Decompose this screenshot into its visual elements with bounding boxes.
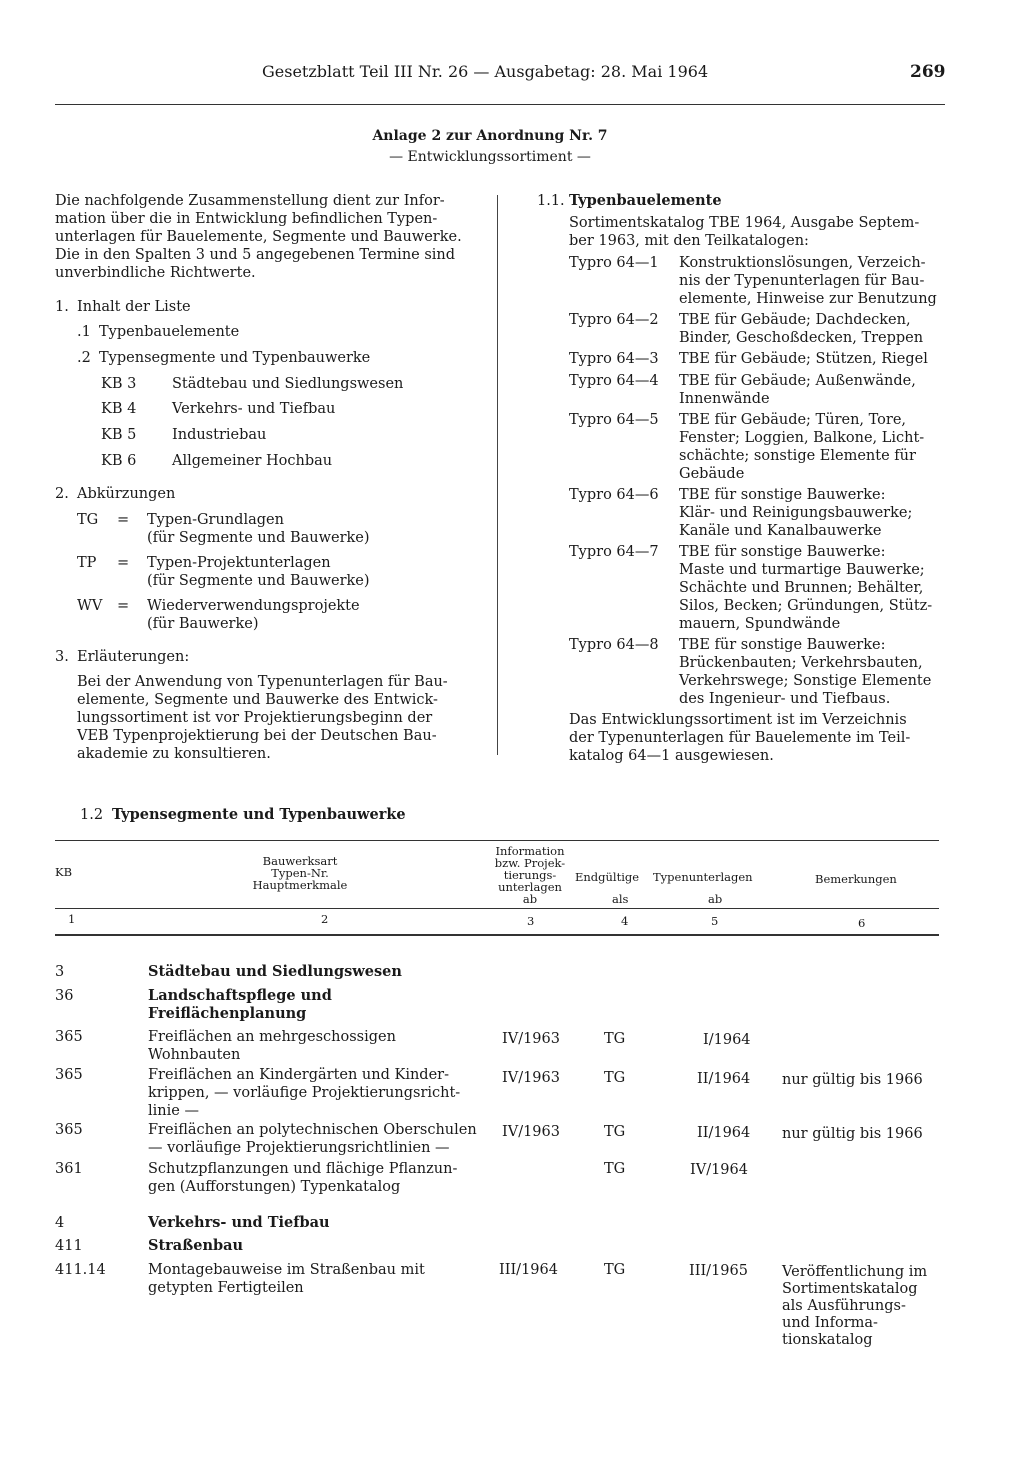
section-heading: Erläuterungen: bbox=[77, 649, 190, 665]
typro-label: Typro 64—5 bbox=[569, 412, 659, 428]
kb-code: KB 4 bbox=[101, 401, 137, 417]
col-header-endgueltige: Endgültige bbox=[575, 870, 640, 884]
typro-line: Silos, Becken; Gründungen, Stütz- bbox=[679, 598, 933, 614]
kb-cell: 365 bbox=[55, 1067, 83, 1083]
remark-cell: Veröffentlichung im bbox=[782, 1264, 928, 1280]
column-number: 1 bbox=[68, 912, 76, 926]
equals-sign: = bbox=[117, 598, 130, 614]
list-item-number: .2 bbox=[77, 350, 91, 366]
list-item: Typenbauelemente bbox=[99, 324, 240, 340]
description-cell: Verkehrs- und Tiefbau bbox=[148, 1214, 330, 1231]
description-cell: gen (Aufforstungen) Typenkatalog bbox=[148, 1179, 401, 1195]
description-cell: Freiflächen an polytechnischen Oberschulen bbox=[148, 1122, 477, 1138]
header-rule bbox=[55, 908, 939, 909]
column-number: 4 bbox=[621, 914, 629, 928]
typro-line: Schächte und Brunnen; Behälter, bbox=[679, 580, 924, 596]
col-header-info: Information bbox=[495, 844, 565, 858]
type-cell: TG bbox=[604, 1161, 626, 1177]
intro-line: Sortimentskatalog TBE 1964, Ausgabe Septem- bbox=[569, 215, 920, 231]
column-number: 2 bbox=[321, 912, 329, 926]
type-cell: TG bbox=[604, 1124, 626, 1140]
explanation-line: lungssortiment ist vor Projektierungsbeginn der bbox=[77, 710, 433, 726]
typro-line: Verkehrswege; Sonstige Elemente bbox=[679, 673, 932, 689]
col-header-info: bzw. Projek- bbox=[494, 856, 566, 870]
col-header-bemerkungen: Bemerkungen bbox=[815, 872, 897, 886]
abbreviation: TP bbox=[77, 555, 97, 571]
explanation-line: elemente, Segmente und Bauwerke des Entwick- bbox=[77, 692, 438, 708]
final-date-cell: I/1964 bbox=[703, 1032, 751, 1048]
kb-label: Verkehrs- und Tiefbau bbox=[172, 401, 336, 417]
info-date-cell: IV/1963 bbox=[502, 1124, 560, 1140]
description-cell: Städtebau und Siedlungswesen bbox=[148, 963, 402, 980]
typro-line: Konstruktionslösungen, Verzeich- bbox=[679, 255, 926, 271]
col-header-info: ab bbox=[522, 892, 538, 906]
remark-cell: nur gültig bis 1966 bbox=[782, 1072, 923, 1088]
info-date-cell: III/1964 bbox=[499, 1262, 558, 1278]
intro-line: unterlagen für Bauelemente, Segmente und Bauwerke. bbox=[55, 229, 462, 245]
col-header-bauwerk: Hauptmerkmale bbox=[252, 878, 348, 892]
typro-label: Typro 64—4 bbox=[569, 373, 659, 389]
typro-line: TBE für Gebäude; Außenwände, bbox=[679, 373, 916, 389]
remark-cell: als Ausführungs- bbox=[782, 1298, 906, 1314]
kb-cell: 3 bbox=[55, 964, 65, 980]
type-cell: TG bbox=[604, 1031, 626, 1047]
kb-cell: 365 bbox=[55, 1122, 83, 1138]
description-cell: Montagebauweise im Straßenbau mit bbox=[148, 1262, 425, 1278]
kb-cell: 365 bbox=[55, 1029, 83, 1045]
typro-line: TBE für Gebäude; Stützen, Riegel bbox=[679, 351, 928, 367]
explanation-line: akademie zu konsultieren. bbox=[77, 746, 271, 762]
abbreviation-note: (für Segmente und Bauwerke) bbox=[147, 573, 370, 589]
abbreviation: TG bbox=[77, 512, 99, 528]
typro-line: elemente, Hinweise zur Benutzung bbox=[679, 291, 937, 307]
col-header-typenunterlagen: Typenunterlagen bbox=[653, 870, 753, 884]
typro-line: Brückenbauten; Verkehrsbauten, bbox=[679, 655, 923, 671]
abbreviation-meaning: Wiederverwendungsprojekte bbox=[147, 598, 360, 614]
typro-line: des Ingenieur- und Tiefbaus. bbox=[679, 691, 891, 707]
column-number: 6 bbox=[858, 916, 866, 930]
abbreviation-note: (für Bauwerke) bbox=[147, 616, 259, 632]
section-heading: Abkürzungen bbox=[77, 486, 176, 502]
closing-line: der Typenunterlagen für Bauelemente im Teil- bbox=[569, 730, 911, 746]
type-cell: TG bbox=[604, 1070, 626, 1086]
column-divider bbox=[497, 195, 498, 755]
final-date-cell: III/1965 bbox=[689, 1263, 748, 1279]
typro-label: Typro 64—6 bbox=[569, 487, 659, 503]
header-rule bbox=[55, 104, 945, 105]
col-header-kb: KB bbox=[55, 865, 73, 879]
description-cell: getypten Fertigteilen bbox=[148, 1280, 304, 1296]
kb-code: KB 6 bbox=[101, 453, 137, 469]
final-date-cell: II/1964 bbox=[697, 1071, 751, 1087]
typro-line: Gebäude bbox=[679, 466, 745, 482]
kb-label: Städtebau und Siedlungswesen bbox=[172, 376, 404, 392]
header-bottom-rule bbox=[55, 934, 939, 936]
remark-cell: und Informa- bbox=[782, 1315, 878, 1331]
abbreviation-meaning: Typen-Grundlagen bbox=[147, 512, 284, 528]
kb-cell: 411 bbox=[55, 1238, 83, 1254]
remark-cell: nur gültig bis 1966 bbox=[782, 1126, 923, 1142]
section-heading: Typenbauelemente bbox=[569, 192, 722, 209]
abbreviation-note: (für Segmente und Bauwerke) bbox=[147, 530, 370, 546]
page-number: 269 bbox=[910, 62, 946, 82]
intro-line: ber 1963, mit den Teilkatalogen: bbox=[569, 233, 809, 249]
document-subtitle: — Entwicklungssortiment — bbox=[389, 149, 591, 165]
table-section-title: Typensegmente und Typenbauwerke bbox=[112, 806, 406, 823]
typro-line: mauern, Spundwände bbox=[679, 616, 841, 632]
section-heading: Inhalt der Liste bbox=[77, 299, 191, 315]
final-date-cell: II/1964 bbox=[697, 1125, 751, 1141]
col-header-bauwerk: Typen-Nr. bbox=[271, 866, 329, 880]
col-header-als: als bbox=[612, 892, 629, 906]
description-cell: Freiflächenplanung bbox=[148, 1005, 307, 1022]
typro-line: TBE für sonstige Bauwerke: bbox=[679, 637, 886, 653]
section-number: 1. bbox=[55, 299, 69, 315]
typro-line: nis der Typenunterlagen für Bau- bbox=[679, 273, 925, 289]
typro-label: Typro 64—7 bbox=[569, 544, 659, 560]
intro-line: Die nachfolgende Zusammenstellung dient zur Infor- bbox=[55, 193, 445, 209]
typro-line: TBE für sonstige Bauwerke: bbox=[679, 487, 886, 503]
description-cell: Landschaftspflege und bbox=[148, 987, 332, 1004]
abbreviation-meaning: Typen-Projektunterlagen bbox=[147, 555, 331, 571]
table-section-number: 1.2 bbox=[80, 807, 104, 823]
kb-cell: 36 bbox=[55, 988, 74, 1004]
description-cell: Freiflächen an mehrgeschossigen bbox=[148, 1029, 396, 1045]
typro-line: Klär- und Reinigungsbauwerke; bbox=[679, 505, 913, 521]
remark-cell: Sortimentskatalog bbox=[782, 1281, 918, 1297]
intro-line: mation über die in Entwicklung befindlichen Typen- bbox=[55, 211, 438, 227]
description-cell: — vorläufige Projektierungsrichtlinien — bbox=[148, 1140, 450, 1156]
typro-line: schächte; sonstige Elemente für bbox=[679, 448, 916, 464]
page-header bbox=[0, 62, 1024, 94]
description-cell: Freiflächen an Kindergärten und Kinder- bbox=[148, 1067, 449, 1083]
typro-line: TBE für sonstige Bauwerke: bbox=[679, 544, 886, 560]
explanation-line: Bei der Anwendung von Typenunterlagen für Bau- bbox=[77, 674, 448, 690]
remark-cell: tionskatalog bbox=[782, 1332, 873, 1348]
kb-code: KB 5 bbox=[101, 427, 137, 443]
typro-line: Innenwände bbox=[679, 391, 770, 407]
kb-label: Industriebau bbox=[172, 427, 267, 443]
section-number: 2. bbox=[55, 486, 69, 502]
column-number: 5 bbox=[711, 914, 719, 928]
kb-label: Allgemeiner Hochbau bbox=[172, 453, 333, 469]
list-item-number: .1 bbox=[77, 324, 91, 340]
explanation-line: VEB Typenprojektierung bei der Deutschen Bau- bbox=[77, 728, 437, 744]
description-cell: Wohnbauten bbox=[148, 1047, 241, 1063]
kb-cell: 411.14 bbox=[55, 1262, 106, 1278]
kb-cell: 4 bbox=[55, 1215, 65, 1231]
list-item: Typensegmente und Typenbauwerke bbox=[99, 350, 371, 366]
typro-line: Maste und turmartige Bauwerke; bbox=[679, 562, 925, 578]
closing-line: Das Entwicklungssortiment ist im Verzeichnis bbox=[569, 712, 907, 728]
typro-line: Kanäle und Kanalbauwerke bbox=[679, 523, 882, 539]
section-number: 3. bbox=[55, 649, 69, 665]
table-top-rule bbox=[55, 840, 939, 841]
typro-line: TBE für Gebäude; Türen, Tore, bbox=[679, 412, 907, 428]
section-number: 1.1. bbox=[537, 193, 565, 209]
info-date-cell: IV/1963 bbox=[502, 1070, 560, 1086]
column-number: 3 bbox=[527, 914, 535, 928]
col-header-info: unterlagen bbox=[498, 880, 562, 894]
typro-line: Binder, Geschoßdecken, Treppen bbox=[679, 330, 924, 346]
typro-line: Fenster; Loggien, Balkone, Licht- bbox=[679, 430, 925, 446]
header-text: Gesetzblatt Teil III Nr. 26 — Ausgabetag: 28. Mai 1964 bbox=[262, 62, 709, 81]
equals-sign: = bbox=[117, 555, 130, 571]
description-cell: linie — bbox=[148, 1103, 199, 1119]
typro-line: TBE für Gebäude; Dachdecken, bbox=[679, 312, 911, 328]
typro-label: Typro 64—8 bbox=[569, 637, 659, 653]
type-cell: TG bbox=[604, 1262, 626, 1278]
typro-label: Typro 64—3 bbox=[569, 351, 659, 367]
abbreviation: WV bbox=[77, 598, 103, 614]
description-cell: Straßenbau bbox=[148, 1237, 244, 1254]
final-date-cell: IV/1964 bbox=[690, 1162, 748, 1178]
description-cell: Schutzpflanzungen und flächige Pflanzun- bbox=[148, 1161, 458, 1177]
col-header-ab: ab bbox=[708, 892, 723, 906]
intro-line: unverbindliche Richtwerte. bbox=[55, 265, 256, 281]
typro-label: Typro 64—1 bbox=[569, 255, 659, 271]
col-header-bauwerk: Bauwerksart bbox=[262, 854, 338, 868]
kb-code: KB 3 bbox=[101, 376, 137, 392]
col-header-info: tierungs- bbox=[503, 868, 557, 882]
closing-line: katalog 64—1 ausgewiesen. bbox=[569, 748, 774, 764]
description-cell: krippen, — vorläufige Projektierungsricht- bbox=[148, 1085, 461, 1101]
intro-line: Die in den Spalten 3 und 5 angegebenen Termine sind bbox=[55, 247, 456, 263]
document-title: Anlage 2 zur Anordnung Nr. 7 bbox=[372, 128, 608, 144]
typro-label: Typro 64—2 bbox=[569, 312, 659, 328]
kb-cell: 361 bbox=[55, 1161, 83, 1177]
info-date-cell: IV/1963 bbox=[502, 1031, 560, 1047]
equals-sign: = bbox=[117, 512, 130, 528]
